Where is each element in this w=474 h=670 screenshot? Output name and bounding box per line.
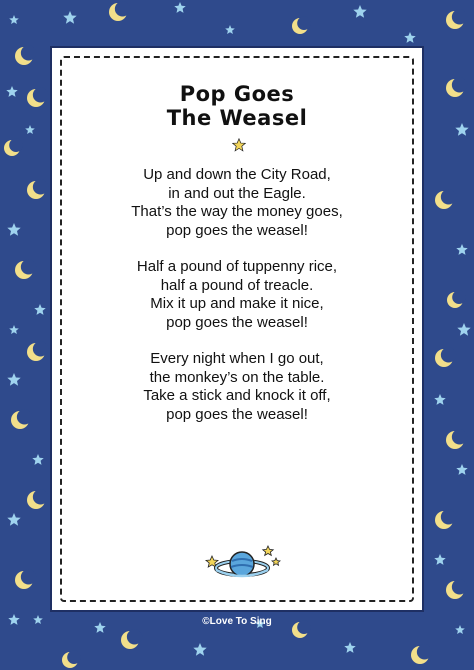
lyrics-card — [52, 48, 422, 610]
moon-icon — [435, 509, 456, 529]
star-icon — [457, 323, 470, 336]
moon-icon — [15, 259, 36, 279]
planet-icon — [200, 542, 286, 584]
lyric-line: in and out the Eagle. — [168, 184, 306, 202]
lyrics — [52, 166, 422, 442]
song-title — [52, 82, 422, 130]
copyright-text: ©Love To Sing — [202, 616, 272, 627]
verse-3 — [52, 350, 422, 424]
star-icon — [193, 643, 206, 656]
lyric-line: That’s the way the money goes, — [131, 203, 343, 220]
moon-icon — [15, 569, 36, 589]
star-icon — [7, 373, 20, 386]
star-icon — [344, 642, 355, 653]
lyric-line: pop goes the weasel! — [166, 313, 308, 331]
moon-icon — [109, 1, 130, 21]
moon-icon — [446, 77, 467, 97]
moon-icon — [435, 189, 456, 209]
lyric-line: pop goes the weasel! — [166, 221, 308, 239]
lyric-line: Up and down the City Road, — [143, 166, 331, 183]
moon-icon — [27, 87, 48, 107]
moon-icon — [27, 489, 48, 509]
lyric-line: the monkey’s on the table. — [149, 368, 325, 386]
star-icon — [456, 464, 467, 475]
moon-icon — [15, 45, 36, 65]
star-icon — [7, 513, 20, 526]
star-icon — [32, 454, 43, 465]
moon-icon — [447, 290, 466, 308]
verse-1 — [52, 166, 422, 240]
moon-icon — [411, 644, 432, 664]
moon-icon — [292, 16, 311, 34]
verse-2 — [52, 258, 422, 332]
star-icon — [9, 15, 19, 24]
star-icon — [225, 25, 235, 34]
star-icon — [404, 32, 415, 43]
title-line-1: Pop Goes — [179, 82, 295, 106]
moon-icon — [435, 347, 456, 367]
lyric-line: pop goes the weasel! — [166, 405, 308, 423]
moon-icon — [62, 650, 81, 668]
star-icon — [7, 223, 20, 236]
lyric-line: Every night when I go out, — [150, 350, 324, 367]
star-icon — [6, 86, 17, 97]
title-line-2: The Weasel — [166, 106, 308, 130]
star-icon — [9, 325, 19, 334]
moon-icon — [446, 579, 467, 599]
moon-icon — [11, 409, 32, 429]
star-icon — [34, 304, 45, 315]
moon-icon — [446, 9, 467, 29]
star-icon — [232, 138, 246, 152]
star-icon — [455, 123, 468, 136]
star-icon — [63, 11, 76, 24]
lyric-line: Take a stick and knock it off, — [143, 387, 331, 404]
star-icon — [353, 5, 366, 18]
star-icon — [25, 125, 35, 134]
moon-icon — [27, 179, 48, 199]
star-icon — [174, 2, 185, 13]
moon-icon — [121, 629, 142, 649]
star-icon — [456, 244, 467, 255]
star-icon — [434, 394, 445, 405]
moon-icon — [4, 138, 23, 156]
lyric-line: Half a pound of tuppenny rice, — [136, 258, 338, 275]
lyric-line: half a pound of treacle. — [160, 276, 314, 294]
moon-icon — [27, 341, 48, 361]
lyric-line: Mix it up and make it nice, — [150, 295, 324, 312]
moon-icon — [446, 429, 467, 449]
star-icon — [434, 554, 445, 565]
